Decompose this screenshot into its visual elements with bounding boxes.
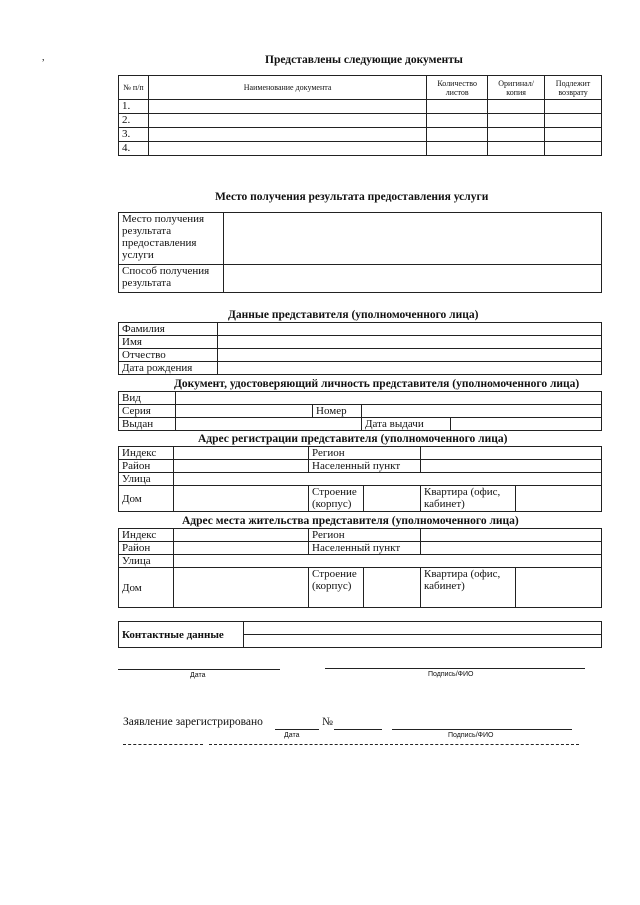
house-label: Дом	[119, 486, 174, 512]
doc-type-label: Вид	[119, 392, 176, 405]
header-doc-name: Наименование документа	[148, 76, 426, 100]
name-field[interactable]	[218, 336, 602, 349]
sheet-count-cell[interactable]	[427, 128, 488, 142]
registration-text: Заявление зарегистрировано	[123, 716, 263, 728]
sheet-count-cell[interactable]	[427, 100, 488, 114]
locality-label: Населенный пункт	[309, 542, 421, 555]
original-copy-cell[interactable]	[488, 142, 545, 156]
house-field[interactable]	[174, 568, 309, 608]
documents-table	[118, 75, 602, 156]
surname-label: Фамилия	[119, 323, 218, 336]
signature-caption: Подпись/ФИО	[428, 671, 474, 678]
table-row	[119, 142, 602, 156]
registration-signature-caption: Подпись/ФИО	[448, 732, 494, 739]
registration-date-caption: Дата	[284, 732, 300, 739]
number-field[interactable]	[362, 405, 602, 418]
result-method-label: Способ получения результата	[119, 265, 224, 293]
documents-title: Представлены следующие документы	[265, 54, 463, 66]
apartment-field[interactable]	[516, 568, 602, 608]
row-number: 2.	[119, 114, 149, 128]
region-label: Регион	[309, 529, 421, 542]
locality-label: Населенный пункт	[309, 460, 421, 473]
original-copy-cell[interactable]	[488, 100, 545, 114]
issued-label: Выдан	[119, 418, 176, 431]
header-original-copy: Оригинал/ копия	[488, 76, 545, 100]
building-field[interactable]	[364, 486, 421, 512]
header-sheet-count: Количество листов	[427, 76, 488, 100]
table-row	[119, 100, 602, 114]
doc-name-cell[interactable]	[148, 128, 426, 142]
sheet-count-cell[interactable]	[427, 114, 488, 128]
house-field[interactable]	[174, 486, 309, 512]
dashed-line	[209, 744, 579, 745]
patronymic-label: Отчество	[119, 349, 218, 362]
index-field[interactable]	[174, 529, 309, 542]
table-row	[119, 114, 602, 128]
doc-name-cell[interactable]	[148, 142, 426, 156]
result-method-field[interactable]	[224, 265, 602, 293]
return-cell[interactable]	[545, 128, 602, 142]
building-label: Строение (корпус)	[309, 486, 364, 512]
building-label: Строение (корпус)	[309, 568, 364, 608]
street-field[interactable]	[174, 473, 602, 486]
surname-field[interactable]	[218, 323, 602, 336]
result-title: Место получения результата предоставления услуги	[215, 191, 489, 203]
street-label: Улица	[119, 473, 174, 486]
row-number: 4.	[119, 142, 149, 156]
id-doc-title: Документ, удостоверяющий личность представителя (уполномоченного лица)	[174, 378, 580, 390]
apartment-field[interactable]	[516, 486, 602, 512]
number-label: Номер	[313, 405, 362, 418]
apartment-label: Квартира (офис, кабинет)	[421, 486, 516, 512]
return-cell[interactable]	[545, 142, 602, 156]
locality-field[interactable]	[421, 542, 602, 555]
district-label: Район	[119, 542, 174, 555]
index-label: Индекс	[119, 529, 174, 542]
header-return: Подлежит возврату	[545, 76, 602, 100]
region-field[interactable]	[421, 529, 602, 542]
result-place-field[interactable]	[224, 213, 602, 265]
index-field[interactable]	[174, 447, 309, 460]
row-number: 1.	[119, 100, 149, 114]
sheet-count-cell[interactable]	[427, 142, 488, 156]
registration-number-sign: №	[322, 716, 333, 728]
region-label: Регион	[309, 447, 421, 460]
district-label: Район	[119, 460, 174, 473]
doc-name-cell[interactable]	[148, 114, 426, 128]
row-number: 3.	[119, 128, 149, 142]
table-row	[119, 128, 602, 142]
id-doc-table	[118, 391, 602, 431]
house-label: Дом	[119, 568, 174, 608]
contacts-field[interactable]	[244, 622, 602, 648]
margin-mark: ,	[42, 52, 45, 63]
reg-address-title: Адрес регистрации представителя (уполномоченного лица)	[198, 433, 508, 445]
name-label: Имя	[119, 336, 218, 349]
result-place-label: Место получения результата предоставления услуги	[119, 213, 224, 265]
region-field[interactable]	[421, 447, 602, 460]
header-num: № п/п	[119, 76, 149, 100]
building-field[interactable]	[364, 568, 421, 608]
representative-table	[118, 322, 602, 375]
street-label: Улица	[119, 555, 174, 568]
contacts-table	[118, 621, 602, 648]
original-copy-cell[interactable]	[488, 114, 545, 128]
issued-field[interactable]	[176, 418, 362, 431]
date-line[interactable]	[118, 669, 280, 670]
district-field[interactable]	[174, 460, 309, 473]
representative-title: Данные представителя (уполномоченного лица)	[228, 309, 479, 321]
patronymic-field[interactable]	[218, 349, 602, 362]
birth-date-label: Дата рождения	[119, 362, 218, 375]
dashed-line	[123, 744, 203, 745]
issue-date-label: Дата выдачи	[362, 418, 451, 431]
original-copy-cell[interactable]	[488, 128, 545, 142]
registration-date-line[interactable]	[275, 729, 319, 730]
issue-date-field[interactable]	[451, 418, 602, 431]
district-field[interactable]	[174, 542, 309, 555]
apartment-label: Квартира (офис, кабинет)	[421, 568, 516, 608]
contacts-label: Контактные данные	[119, 622, 244, 648]
return-cell[interactable]	[545, 114, 602, 128]
res-address-table	[118, 528, 602, 608]
doc-name-cell[interactable]	[148, 100, 426, 114]
index-label: Индекс	[119, 447, 174, 460]
series-label: Серия	[119, 405, 176, 418]
res-address-title: Адрес места жительства представителя (уполномоченного лица)	[182, 515, 519, 527]
doc-type-field[interactable]	[176, 392, 602, 405]
locality-field[interactable]	[421, 460, 602, 473]
registration-signature-line[interactable]	[392, 729, 572, 730]
return-cell[interactable]	[545, 100, 602, 114]
street-field[interactable]	[174, 555, 602, 568]
series-field[interactable]	[176, 405, 313, 418]
signature-line[interactable]	[325, 668, 585, 669]
registration-number-line[interactable]	[334, 729, 382, 730]
date-caption: Дата	[190, 672, 206, 679]
birth-date-field[interactable]	[218, 362, 602, 375]
result-table	[118, 212, 602, 293]
reg-address-table	[118, 446, 602, 512]
